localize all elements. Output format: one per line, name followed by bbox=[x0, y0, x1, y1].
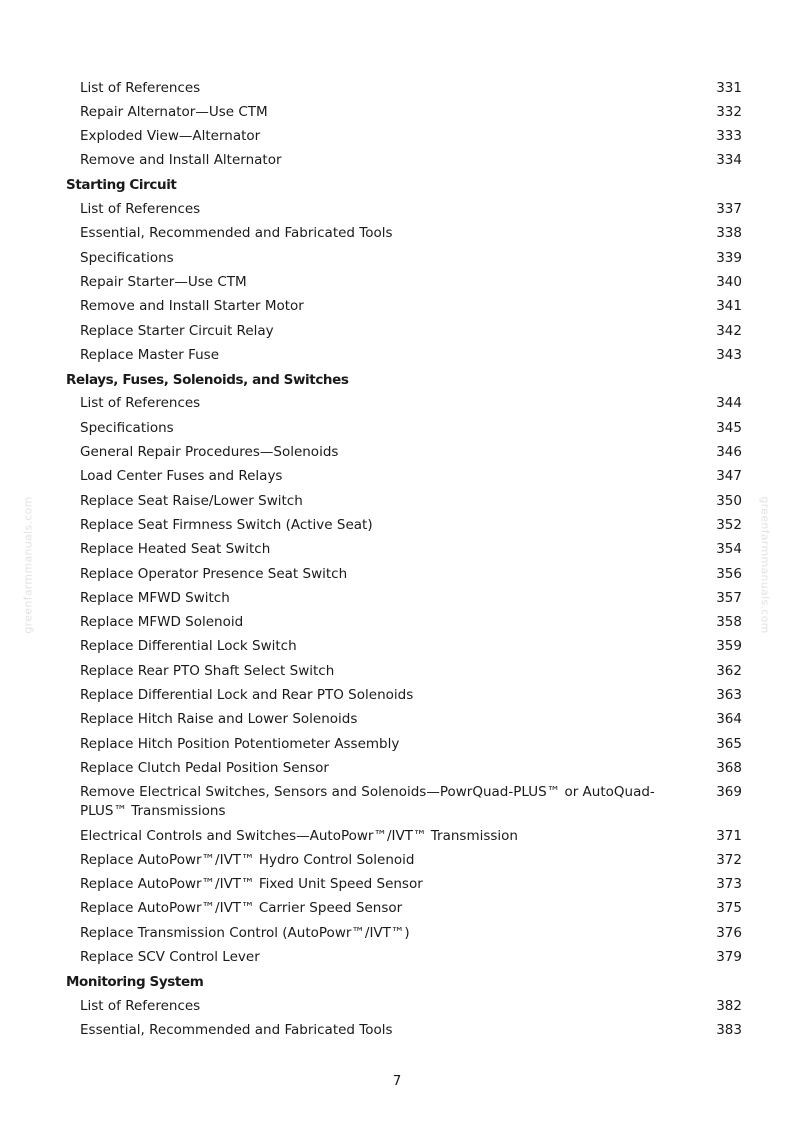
toc-entry-title: List of References bbox=[80, 997, 201, 1014]
toc-entry-title: Replace SCV Control Lever bbox=[80, 948, 260, 965]
toc-entry[interactable] bbox=[66, 440, 742, 464]
toc-entry-title: Essential, Recommended and Fabricated Tools bbox=[80, 1021, 393, 1038]
toc-entry-page: 340 bbox=[716, 273, 742, 290]
toc-entry-title: Exploded View—Alternator bbox=[80, 128, 261, 145]
toc-entry-page: 333 bbox=[716, 128, 742, 145]
toc-entry-page: 331 bbox=[716, 79, 742, 96]
toc-entry-title: Remove Electrical Switches, Sensors and Solenoids—PowrQuad-PLUS™ or AutoQuad-PLUS™ Transmissions bbox=[80, 784, 655, 820]
toc-entry-page: 363 bbox=[716, 687, 742, 704]
toc-entry-page: 352 bbox=[716, 516, 742, 533]
toc-entry[interactable] bbox=[66, 921, 742, 945]
toc-entry[interactable] bbox=[66, 319, 742, 343]
toc-entry[interactable] bbox=[66, 873, 742, 897]
toc-entry-title: Replace Seat Firmness Switch (Active Seat) bbox=[80, 516, 373, 533]
section-heading[interactable]: Starting Circuit bbox=[66, 177, 177, 194]
toc-entry-title: Repair Alternator—Use CTM bbox=[80, 103, 268, 120]
toc-entry-page: 356 bbox=[716, 565, 742, 582]
toc-entry-title: Replace Starter Circuit Relay bbox=[80, 322, 274, 339]
toc-entry-page: 382 bbox=[716, 997, 742, 1014]
toc-entry[interactable] bbox=[66, 295, 742, 319]
toc-entry[interactable] bbox=[66, 76, 742, 100]
toc-entry-page: 342 bbox=[716, 322, 742, 339]
toc-entry-page: 338 bbox=[716, 225, 742, 242]
toc-entry-title: Replace Rear PTO Shaft Select Switch bbox=[80, 662, 335, 679]
toc-entry-title: Replace AutoPowr™/IVT™ Carrier Speed Sensor bbox=[80, 900, 403, 917]
toc-entry-page: 365 bbox=[716, 735, 742, 752]
toc-entry[interactable] bbox=[66, 392, 742, 416]
toc-entry[interactable] bbox=[66, 513, 742, 537]
toc-entry[interactable] bbox=[66, 343, 742, 367]
toc-entry[interactable] bbox=[66, 897, 742, 921]
toc-entry[interactable] bbox=[66, 659, 742, 683]
toc-entry[interactable] bbox=[66, 945, 742, 969]
toc-entry[interactable] bbox=[66, 538, 742, 562]
table-of-contents bbox=[66, 76, 742, 1043]
toc-entry[interactable] bbox=[66, 562, 742, 586]
toc-entry-page: 373 bbox=[716, 876, 742, 893]
toc-entry[interactable] bbox=[66, 489, 742, 513]
toc-entry-page: 358 bbox=[716, 614, 742, 631]
toc-entry[interactable] bbox=[66, 756, 742, 780]
toc-entry-page: 350 bbox=[716, 492, 742, 509]
toc-entry-title: Replace Hitch Raise and Lower Solenoids bbox=[80, 711, 358, 728]
toc-entry-page: 343 bbox=[716, 346, 742, 363]
toc-entry-title: Replace MFWD Solenoid bbox=[80, 614, 244, 631]
toc-entry-title: Replace MFWD Switch bbox=[80, 589, 230, 606]
toc-entry-page: 344 bbox=[716, 395, 742, 412]
toc-entry-page: 371 bbox=[716, 827, 742, 844]
toc-entry[interactable] bbox=[66, 125, 742, 149]
toc-entry-title: Replace Seat Raise/Lower Switch bbox=[80, 492, 303, 509]
toc-entry-page: 334 bbox=[716, 152, 742, 169]
toc-entry-page: 368 bbox=[716, 759, 742, 776]
toc-entry[interactable] bbox=[66, 270, 742, 294]
toc-entry[interactable] bbox=[66, 732, 742, 756]
toc-entry-page: 383 bbox=[716, 1021, 742, 1038]
toc-entry[interactable] bbox=[66, 586, 742, 610]
toc-entry[interactable] bbox=[66, 824, 742, 848]
toc-section-monitoring-system bbox=[66, 970, 742, 1043]
toc-entry[interactable] bbox=[66, 635, 742, 659]
toc-entry[interactable] bbox=[66, 465, 742, 489]
toc-entry-page: 369 bbox=[716, 784, 742, 801]
watermark-right: greenfarmmanuals.com bbox=[758, 496, 772, 634]
toc-entry[interactable] bbox=[66, 708, 742, 732]
toc-entry[interactable] bbox=[66, 848, 742, 872]
toc-entry[interactable] bbox=[66, 683, 742, 707]
toc-entry-title: Replace AutoPowr™/IVT™ Hydro Control Solenoid bbox=[80, 851, 415, 868]
toc-entry-title: Load Center Fuses and Relays bbox=[80, 468, 283, 485]
page-number: 7 bbox=[392, 1073, 402, 1089]
toc-entry-page: 354 bbox=[716, 541, 742, 558]
toc-entry-title: Replace Clutch Pedal Position Sensor bbox=[80, 759, 329, 776]
toc-entry[interactable] bbox=[66, 246, 742, 270]
toc-lead-entries bbox=[66, 76, 742, 173]
toc-entry-page: 339 bbox=[716, 249, 742, 266]
toc-entry-page: 375 bbox=[716, 900, 742, 917]
section-heading[interactable]: Monitoring System bbox=[66, 973, 204, 990]
toc-entry[interactable] bbox=[66, 149, 742, 173]
toc-entry-title: Replace Heated Seat Switch bbox=[80, 541, 271, 558]
toc-entry-page: 345 bbox=[716, 419, 742, 436]
toc-entry-title: Replace Master Fuse bbox=[80, 346, 220, 363]
toc-entry[interactable] bbox=[66, 197, 742, 221]
toc-entry-title: Repair Starter—Use CTM bbox=[80, 273, 247, 290]
toc-entry-page: 337 bbox=[716, 201, 742, 218]
toc-section-starting-circuit bbox=[66, 173, 742, 367]
toc-entry-title: General Repair Procedures—Solenoids bbox=[80, 444, 339, 461]
toc-entry-title: Replace Differential Lock Switch bbox=[80, 638, 297, 655]
toc-entry[interactable] bbox=[66, 1018, 742, 1042]
toc-section-relays-fuses-solenoids-switches bbox=[66, 368, 742, 970]
toc-entry-page: 379 bbox=[716, 948, 742, 965]
toc-entry[interactable] bbox=[66, 611, 742, 635]
toc-entry-title: Replace Hitch Position Potentiometer Assembly bbox=[80, 735, 400, 752]
toc-entry-title: Specifications bbox=[80, 249, 174, 266]
toc-entry-title: List of References bbox=[80, 79, 201, 96]
toc-entry-page: 346 bbox=[716, 444, 742, 461]
toc-entry-page: 341 bbox=[716, 298, 742, 315]
toc-entry-title: Remove and Install Starter Motor bbox=[80, 298, 304, 315]
toc-entry-page: 332 bbox=[716, 103, 742, 120]
toc-entry-title: Replace Transmission Control (AutoPowr™/IVT™) bbox=[80, 924, 410, 941]
toc-entry-title: Replace AutoPowr™/IVT™ Fixed Unit Speed Sensor bbox=[80, 876, 423, 893]
toc-entry[interactable] bbox=[66, 781, 742, 824]
toc-entry-title: Electrical Controls and Switches—AutoPowr™/IVT™ Transmission bbox=[80, 827, 518, 844]
watermark-left: greenfarmmanuals.com bbox=[21, 496, 35, 634]
toc-entry-page: 376 bbox=[716, 924, 742, 941]
toc-entry[interactable] bbox=[66, 416, 742, 440]
toc-entry-title: Specifications bbox=[80, 419, 174, 436]
toc-entry[interactable] bbox=[66, 100, 742, 124]
toc-entry-title: List of References bbox=[80, 395, 201, 412]
toc-entry-page: 372 bbox=[716, 851, 742, 868]
toc-entry-title: Replace Differential Lock and Rear PTO Solenoids bbox=[80, 687, 414, 704]
toc-entry-page: 362 bbox=[716, 662, 742, 679]
toc-entry-page: 359 bbox=[716, 638, 742, 655]
toc-entry-title: Remove and Install Alternator bbox=[80, 152, 282, 169]
toc-entry[interactable] bbox=[66, 222, 742, 246]
toc-entry-page: 364 bbox=[716, 711, 742, 728]
toc-entry-title: List of References bbox=[80, 201, 201, 218]
toc-entry-title: Replace Operator Presence Seat Switch bbox=[80, 565, 348, 582]
toc-entry[interactable] bbox=[66, 994, 742, 1018]
toc-entry-page: 357 bbox=[716, 589, 742, 606]
toc-entry-page: 347 bbox=[716, 468, 742, 485]
section-heading[interactable]: Relays, Fuses, Solenoids, and Switches bbox=[66, 371, 349, 388]
toc-entry-title: Essential, Recommended and Fabricated Tools bbox=[80, 225, 393, 242]
